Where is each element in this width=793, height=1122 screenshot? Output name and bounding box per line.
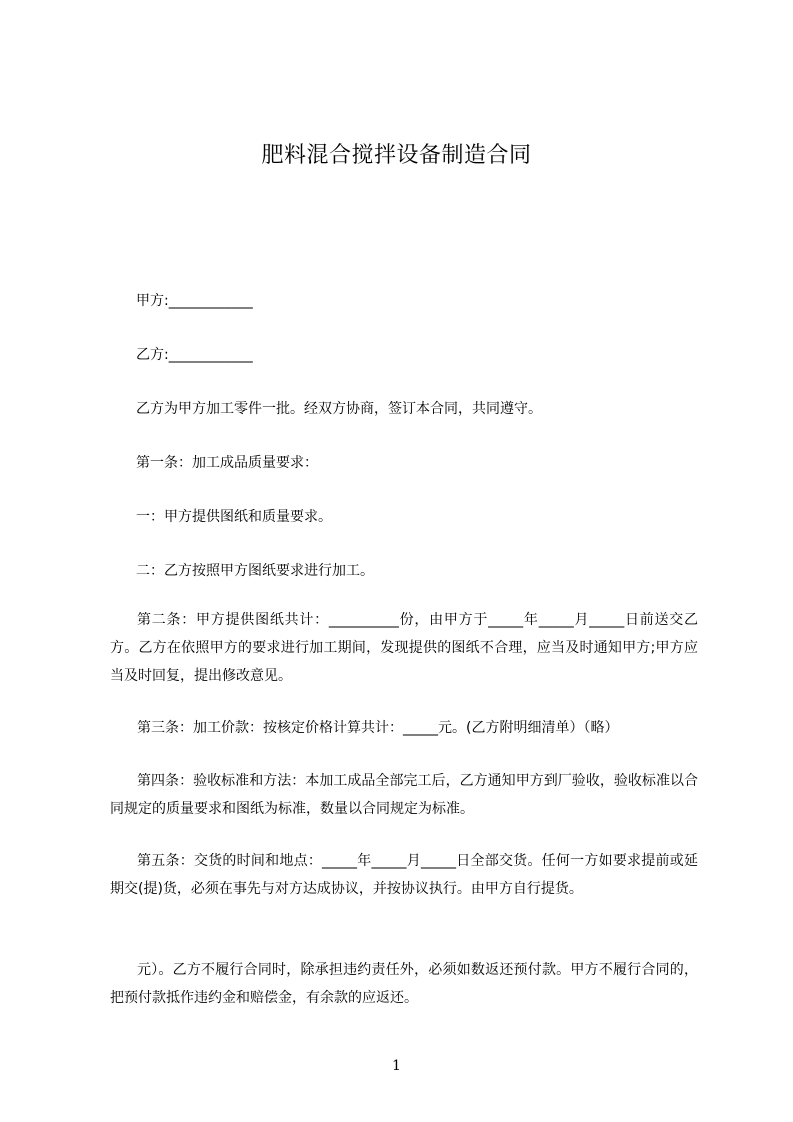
intro-paragraph: 乙方为甲方加工零件一批。经双方协商，签订本合同，共同遵守。 [136, 401, 542, 417]
document-title: 肥料混合搅拌设备制造合同 [261, 143, 532, 168]
article-5-paragraph: 第五条：交货的时间和地点：_____年_____月_____日全部交货。任何一方如要求提前或延期交(提)货，必须在事先与对方达成协议，并按协议执行。由甲方自行提货。 [110, 853, 698, 897]
article-3-paragraph: 第三条：加工价款：按核定价格计算共计：_____元。(乙方附明细清单）（略） [137, 720, 619, 736]
party-a-line: 甲方:____________ [136, 293, 253, 309]
party-b-line: 乙方:____________ [136, 347, 253, 363]
article-1-item-1: 一：甲方提供图纸和质量要求。 [136, 509, 332, 525]
article-2-paragraph: 第二条：甲方提供图纸共计：__________份，由甲方于_____年_____月_____日前送交乙方。乙方在依照甲方的要求进行加工期间，发现提供的图纸不合理，应当及时通知甲方;甲方应当及时回复，提出修改意见。 [110, 612, 698, 684]
article-4-paragraph: 第四条：验收标准和方法：本加工成品全部完工后，乙方通知甲方到厂验收，验收标准以合同规定的质量要求和图纸为标准，数量以合同规定为标准。 [110, 773, 698, 817]
page-number: 1 [392, 1058, 401, 1074]
continuation-paragraph: 元）。乙方不履行合同时，除承担违约责任外，必须如数返还预付款。甲方不履行合同的，把预付款抵作违约金和赔偿金，有余款的应返还。 [110, 962, 698, 1006]
article-1-item-2: 二：乙方按照甲方图纸要求进行加工。 [136, 563, 374, 579]
article-1-heading: 第一条：加工成品质量要求： [136, 455, 318, 471]
